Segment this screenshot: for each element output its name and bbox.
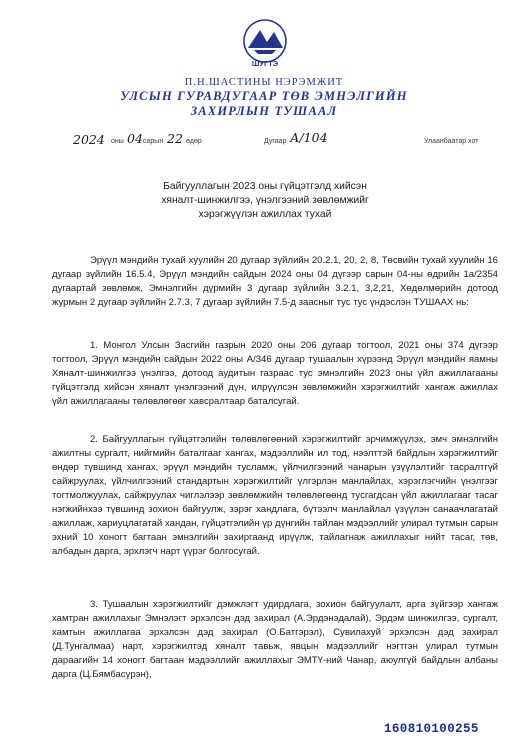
month-label: сарын [143, 138, 164, 145]
subject-line: Байгууллагын 2023 оны гүйцэтгэлд хийсэн [163, 181, 367, 192]
preamble-paragraph [52, 254, 498, 310]
hospital-logo [240, 18, 290, 72]
subject-line: хэрэгжүүлэн ажиллах тухай [198, 209, 332, 220]
day-label: өдөр [186, 138, 202, 145]
logo-text: ШУГТЭ [251, 59, 279, 68]
city-label: Улаанбаатар хот [424, 138, 479, 145]
order-item-2-text: 2. Байгууллагын гүйцэтгэлийн төлөвлөгөөний хэрэгжилтийг эрчимжүүлэх, эмч эмнэлгийн ажилтны сургалт, нийгмийн баталгааг хангах, мэдээллийн ил тод, нээлттэй байдлын хэрэгжилтийг өндөр түвшинд хангах, эрүүл мэндийн тусламж, үйлчилгээний чанарын үзүүлэлтийг тасралтгүй сайжруулах, үйлчилгээний стандартын хэрэгжилтийг үлгэрлэн манлайлах, хэрэглэгчийн үнэлгээг тогтмолжуулах, сайжруулах чиглэлээр зөвлөмжийн төлөвлөгөөнд тусгагдсан үйл ажиллагааг тасаг нэгжийнхээ түвшинд зохион байгуулж, зэрэг хандлага, бүтээлч манлайлал үзүүлэн санаачлагатай ажиллаж, хариуцлагатай хандан, гүйцэтгэлийн үр дүнгийн тайлан мэдээллийг улирал тутмын сарын эхний 10 хоногт багтаан эмнэлгийн захиргаанд ирүүлж, тайлагнаж ажиллахыг нийт тасаг, төв, албадын дарга, эрхлэгч нарт үүрэг болгосугай. [52, 434, 498, 557]
order-subject [150, 180, 380, 222]
document-title-line2: ЗАХИРЛЫН ТУШААЛ [190, 104, 338, 118]
organization-name: П.Н.ШАСТИНЫ НЭРЭМЖИТ [184, 77, 344, 88]
order-item-1 [52, 339, 498, 409]
order-item-3-text: 3. Тушаалын хэрэгжилтийг дэмжлэгт удирдлага, зохион байгуулалт, арга зүйгээр хангаж хамтран ажиллахыг Эмнэлэгт эрхэлсэн дэд захирал (А.Эрдэнэдалай), Эрдэм шинжилгээ, сургалт, хамтын ажиллагаа эрхэлсэн дэд захирал (О.Батгэрэл), Сувилахуй эрхэлсэн дэд захирал (Д.Тунгалмаа) нарт, хэрэгжилтэд хяналт тавьж, явцын мэдээллийг нэгтгэн улирал тутмын дараагийн 14 хоногт багтаан мэдээллийг ажиллахыг ЭМТҮ-ний Чанар, аюулгүй байдлын албаны дарга (Ц.Бямбасүрэн), [52, 599, 498, 680]
preamble-text: Эрүүл мэндийн тухай хуулийн 20 дугаар зүйлийн 20.2.1, 20, 2, 8, Төсвийн тухай хуулийн 16 дугаар зүйлийн 16.5.4, Эрүүл мэндийн сайдын 2024 оны 04 дүгээр сарын 04-ны өдрийн 1а/2354 дугаартай зөвлөмж, Эмнэлгийн дүрмийн 3 дугаар зүйлийн 3.2.1, 3,2,21, Хөдөлмөрийн дотоод журмын 2 дугаар зүйлийн 2.7.3, 7 дугаар зүйлийн 7.5-д заасныг тус тус үндэслэн ТУШААХ нь: [52, 255, 498, 308]
order-year: 2024 [73, 132, 105, 147]
document-title-line1: УЛСЫН ГУРАВДУГААР ТӨВ ЭМНЭЛГИЙН [120, 89, 408, 103]
hospital-emblem-icon [240, 18, 290, 72]
year-label: оны [111, 138, 124, 145]
order-number: А/104 [290, 130, 328, 145]
number-label: Дугаар [264, 138, 287, 145]
order-item-2 [52, 433, 498, 559]
order-item-1-text: 1. Монгол Улсын Засгийн газрын 2020 оны 206 дугаар тогтоол, 2021 оны 374 дүгээр тогтоол, Эрүүл мэндийн сайдын 2022 оны А/346 дугаар тушаалын хүрээнд Эрүүл мэндийн яамны Хяналт-шинжилгээ үнэлгээ, дотоод аудитын газраас тус эмнэлгийн 2023 оны үйл ажиллагааны гүйцэтгэлд хийсэн хяналт үнэлгээний дүн, илрүүлсэн зөвлөмжийн хэрэгжилтийг хангаж ажиллах үйл ажиллагааны төлөвлөгөөг хавсралтаар баталсугай. [52, 340, 498, 407]
order-item-3 [52, 598, 498, 682]
subject-line: хяналт-шинжилгээ, үнэлгээний зөвлөмжийг [161, 195, 369, 206]
order-month: 04 [127, 131, 143, 146]
order-day: 22 [167, 131, 183, 146]
document-serial-number: 16081010025​5 [384, 722, 479, 736]
